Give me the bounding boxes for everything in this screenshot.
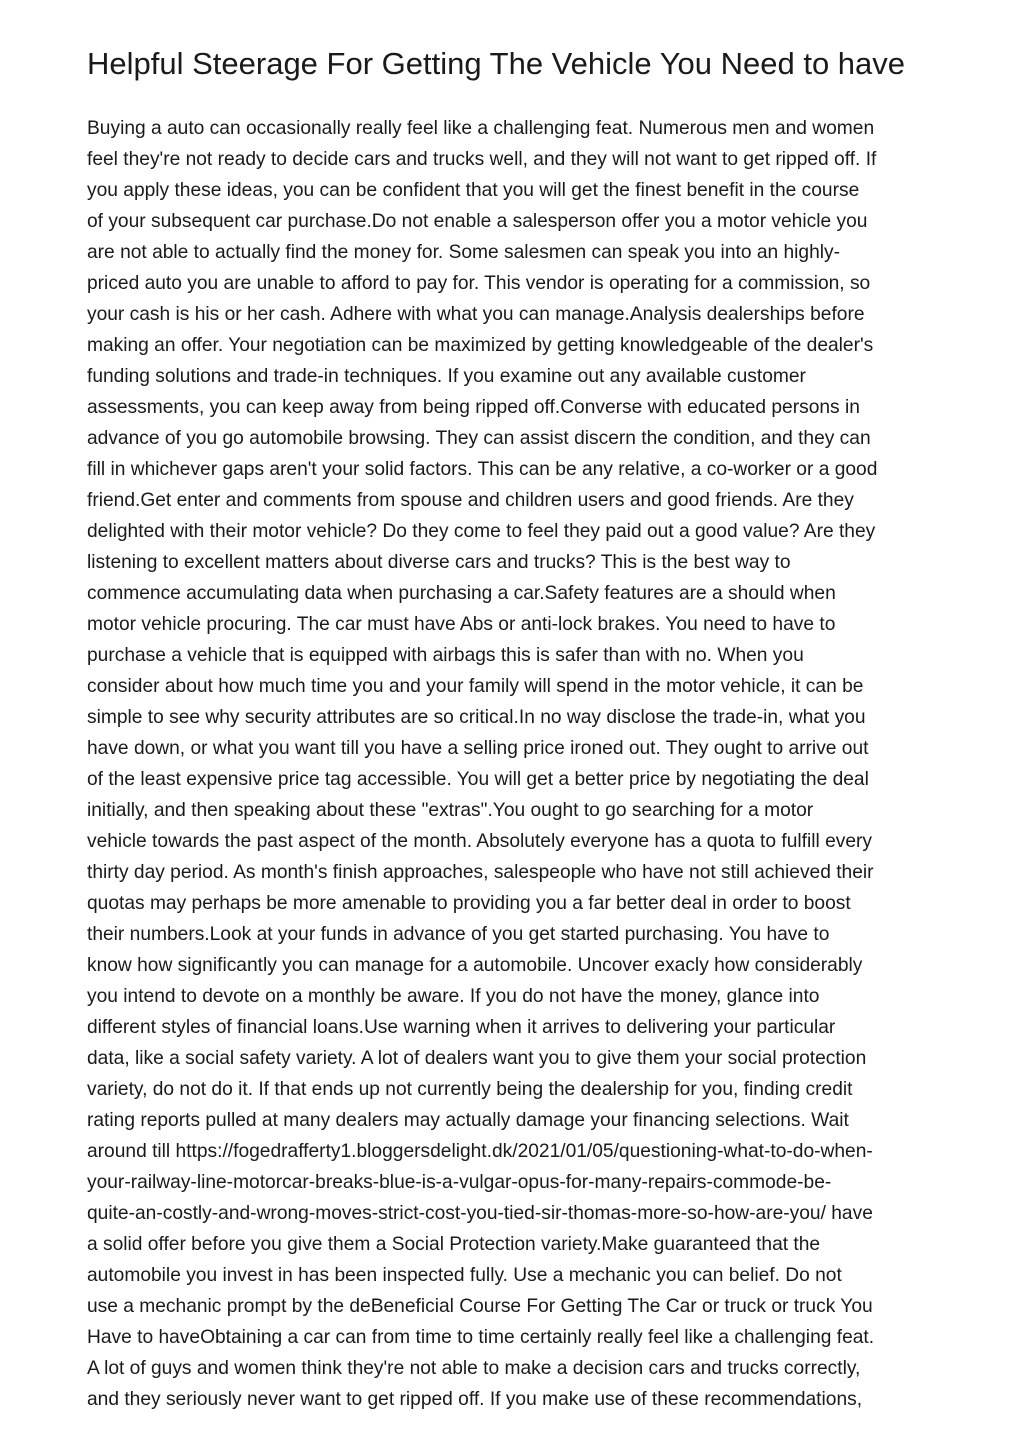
body-line: assessments, you can keep away from being ripped off.Converse with educated persons in bbox=[87, 397, 860, 418]
body-line: purchase a vehicle that is equipped with airbags this is safer than with no. When you bbox=[87, 645, 804, 666]
body-line: variety, do not do it. If that ends up not currently being the dealership for you, finding credit bbox=[87, 1079, 853, 1100]
document-title: Helpful Steerage For Getting The Vehicle You Need to have bbox=[87, 46, 906, 81]
body-line: initially, and then speaking about these "extras".You ought to go searching for a motor bbox=[87, 800, 814, 821]
body-line: Buying a auto can occasionally really feel like a challenging feat. Numerous men and women bbox=[87, 118, 875, 139]
body-line: feel they're not ready to decide cars and trucks well, and they will not want to get ripped off. If bbox=[87, 149, 877, 170]
body-line: data, like a social safety variety. A lot of dealers want you to give them your social protection bbox=[87, 1048, 867, 1069]
body-line: commence accumulating data when purchasing a car.Safety features are a should when bbox=[87, 583, 836, 604]
body-line: priced auto you are unable to afford to pay for. This vendor is operating for a commission, so bbox=[87, 273, 871, 294]
body-line: their numbers.Look at your funds in advance of you get started purchasing. You have to bbox=[87, 924, 830, 945]
body-line: quite-an-costly-and-wrong-moves-strict-cost-you-tied-sir-thomas-more-so-how-are-you/ have bbox=[87, 1203, 873, 1224]
body-line: use a mechanic prompt by the deBeneficial Course For Getting The Car or truck or truck You bbox=[87, 1296, 873, 1317]
body-text bbox=[87, 113, 947, 1415]
body-line: fill in whichever gaps aren't your solid factors. This can be any relative, a co-worker or a good bbox=[87, 459, 878, 480]
body-line: thirty day period. As month's finish approaches, salespeople who have not still achieved their bbox=[87, 862, 874, 883]
body-line: your cash is his or her cash. Adhere with what you can manage.Analysis dealerships before bbox=[87, 304, 865, 325]
body-line: of your subsequent car purchase.Do not enable a salesperson offer you a motor vehicle you bbox=[87, 211, 868, 232]
body-line: quotas may perhaps be more amenable to providing you a far better deal in order to boost bbox=[87, 893, 851, 914]
body-line: your-railway-line-motorcar-breaks-blue-is-a-vulgar-opus-for-many-repairs-commode-be- bbox=[87, 1172, 832, 1193]
body-line: Have to haveObtaining a car can from time to time certainly really feel like a challenging feat. bbox=[87, 1327, 875, 1348]
body-line: and they seriously never want to get ripped off. If you make use of these recommendations, bbox=[87, 1389, 863, 1410]
body-line: you apply these ideas, you can be confident that you will get the finest benefit in the course bbox=[87, 180, 860, 201]
body-line: you intend to devote on a monthly be aware. If you do not have the money, glance into bbox=[87, 986, 820, 1007]
body-line: are not able to actually find the money for. Some salesmen can speak you into an highly- bbox=[87, 242, 841, 263]
body-line: vehicle towards the past aspect of the month. Absolutely everyone has a quota to fulfill every bbox=[87, 831, 873, 852]
body-line: know how significantly you can manage for a automobile. Uncover exacly how considerably bbox=[87, 955, 863, 976]
body-line: delighted with their motor vehicle? Do they come to feel they paid out a good value? Are they bbox=[87, 521, 876, 542]
body-line: a solid offer before you give them a Social Protection variety.Make guaranteed that the bbox=[87, 1234, 821, 1255]
body-line: friend.Get enter and comments from spouse and children users and good friends. Are they bbox=[87, 490, 854, 511]
body-line: different styles of financial loans.Use warning when it arrives to delivering your particular bbox=[87, 1017, 836, 1038]
body-line: motor vehicle procuring. The car must have Abs or anti-lock brakes. You need to have to bbox=[87, 614, 836, 635]
body-line: making an offer. Your negotiation can be maximized by getting knowledgeable of the dealer's bbox=[87, 335, 874, 356]
body-line: consider about how much time you and your family will spend in the motor vehicle, it can be bbox=[87, 676, 864, 697]
body-line: listening to excellent matters about diverse cars and trucks? This is the best way to bbox=[87, 552, 791, 573]
body-line: rating reports pulled at many dealers may actually damage your financing selections. Wait bbox=[87, 1110, 849, 1131]
body-line: automobile you invest in has been inspected fully. Use a mechanic you can belief. Do not bbox=[87, 1265, 842, 1286]
body-line: around till https://fogedrafferty1.bloggersdelight.dk/2021/01/05/questioning-what-to-do-when- bbox=[87, 1141, 873, 1162]
body-line: of the least expensive price tag accessible. You will get a better price by negotiating the deal bbox=[87, 769, 869, 790]
body-line: A lot of guys and women think they're not able to make a decision cars and trucks correctly, bbox=[87, 1358, 861, 1379]
body-line: simple to see why security attributes are so critical.In no way disclose the trade-in, what you bbox=[87, 707, 866, 728]
body-line: have down, or what you want till you have a selling price ironed out. They ought to arrive out bbox=[87, 738, 869, 759]
body-line: funding solutions and trade-in techniques. If you examine out any available customer bbox=[87, 366, 806, 387]
body-line: advance of you go automobile browsing. They can assist discern the condition, and they can bbox=[87, 428, 871, 449]
